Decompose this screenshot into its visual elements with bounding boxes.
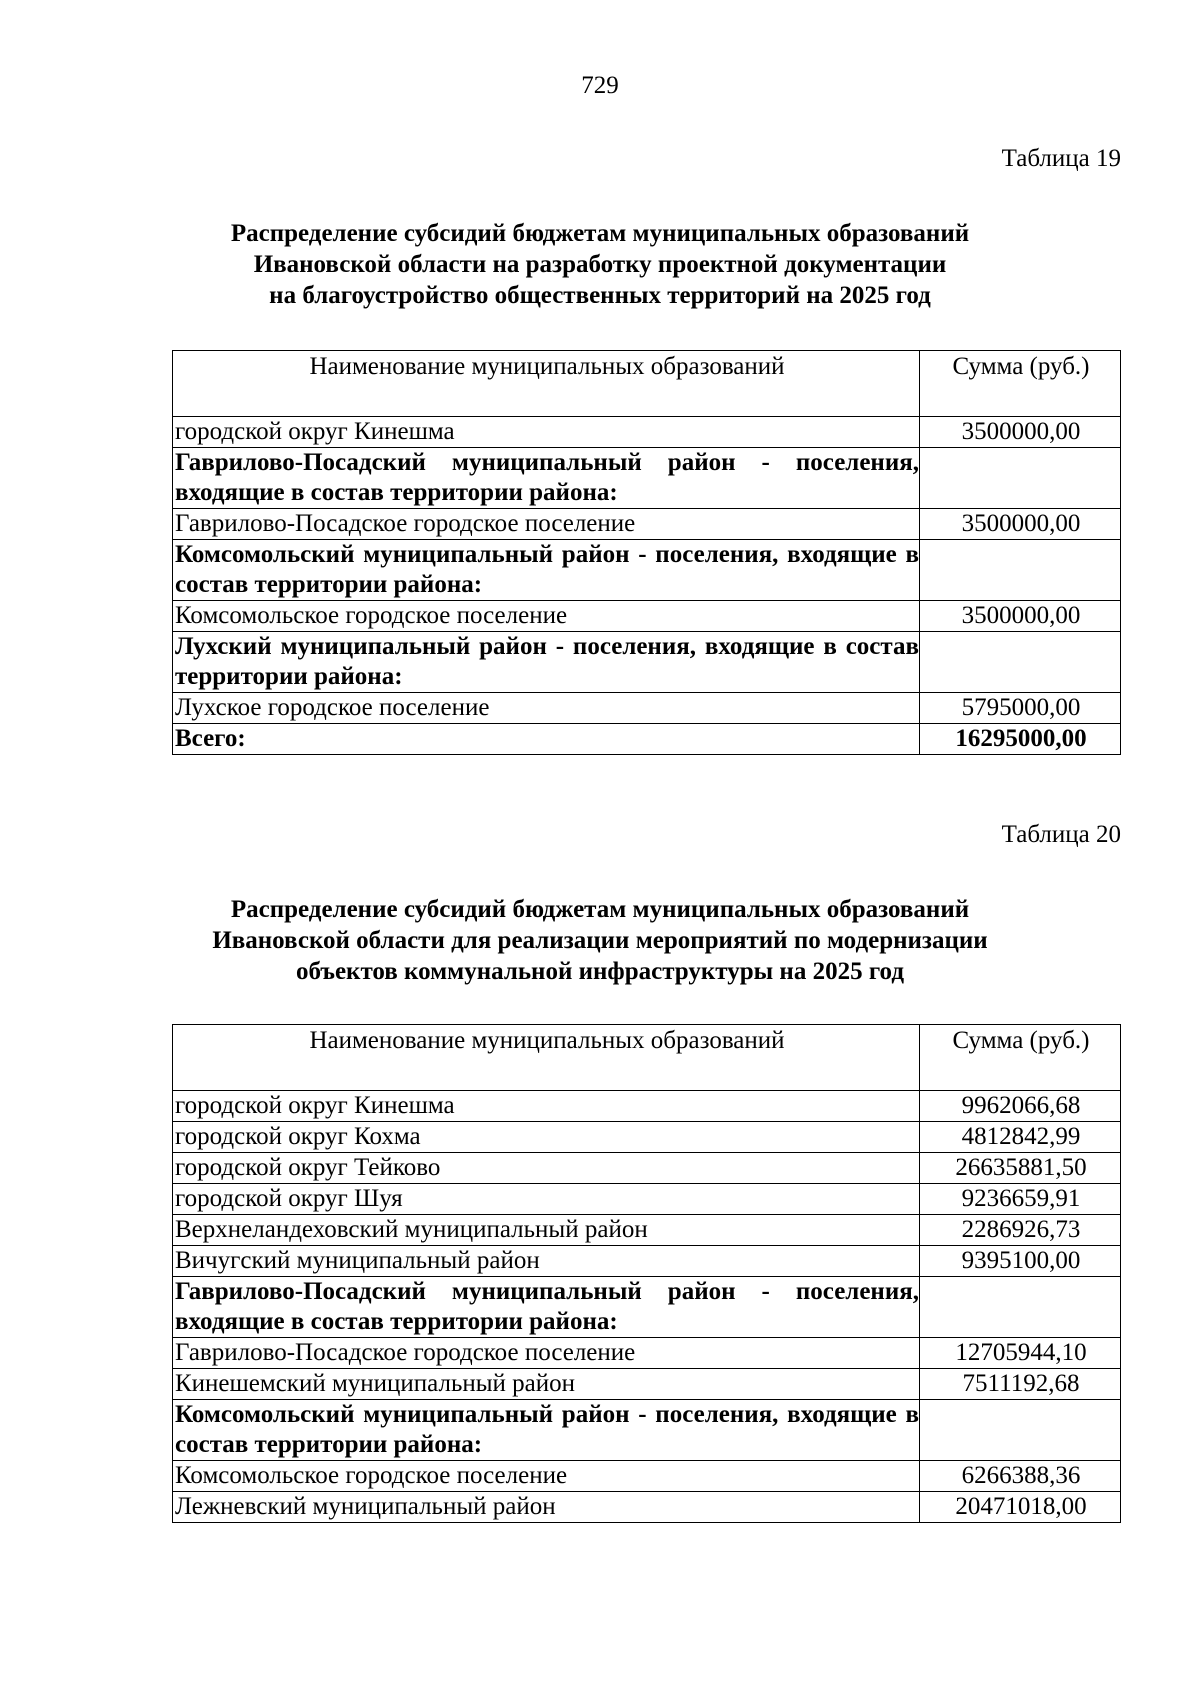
row-name: Гаврилово-Посадское городское поселение [173,509,920,540]
row-sum: 7511192,68 [920,1369,1121,1400]
table-group-row [173,1400,1121,1461]
row-name: Гаврилово-Посадское городское поселение [173,1338,920,1369]
row-sum: 3500000,00 [920,509,1121,540]
table-group-row [173,632,1121,693]
total-label: Всего: [173,724,920,755]
group-name: Гаврилово-Посадский муниципальный район - поселения, входящие в состав территории района: [173,448,920,509]
table-19-title [150,218,1050,311]
table-row [173,1461,1121,1492]
row-sum: 6266388,36 [920,1461,1121,1492]
row-sum: 12705944,10 [920,1338,1121,1369]
table-row [173,1246,1121,1277]
row-name: Верхнеландеховский муниципальный район [173,1215,920,1246]
row-sum [920,448,1121,509]
row-name: городской округ Кохма [173,1122,920,1153]
table-row [173,417,1121,448]
group-name: Лухский муниципальный район - поселения, входящие в состав территории района: [173,632,920,693]
row-sum: 9236659,91 [920,1184,1121,1215]
row-sum [920,632,1121,693]
table-20-title-line: Ивановской области для реализации мероприятий по модернизации [212,927,988,954]
column-header-name: Наименование муниципальных образований [173,1025,920,1091]
table-row [173,1492,1121,1523]
column-header-sum: Сумма (руб.) [920,1025,1121,1091]
row-sum: 3500000,00 [920,417,1121,448]
total-row [173,724,1121,755]
row-sum: 20471018,00 [920,1492,1121,1523]
row-name: городской округ Кинешма [173,1091,920,1122]
table-header-row [173,1025,1121,1091]
row-sum [920,540,1121,601]
group-name: Гаврилово-Посадский муниципальный район - поселения, входящие в состав территории района: [173,1277,920,1338]
table-row [173,601,1121,632]
column-header-name: Наименование муниципальных образований [173,351,920,417]
row-sum: 5795000,00 [920,693,1121,724]
row-sum: 9962066,68 [920,1091,1121,1122]
table-header-row [173,351,1121,417]
table-20 [172,1024,1121,1523]
row-name: Комсомольское городское поселение [173,1461,920,1492]
row-sum: 2286926,73 [920,1215,1121,1246]
column-header-sum: Сумма (руб.) [920,351,1121,417]
table-row [173,1338,1121,1369]
row-name: городской округ Тейково [173,1153,920,1184]
table-20-title [150,894,1050,987]
table-19-title-line: Распределение субсидий бюджетам муниципальных образований [230,220,970,247]
table-row [173,1184,1121,1215]
table-20-label: Таблица 20 [1001,821,1121,848]
table-row [173,1153,1121,1184]
row-name: Вичугский муниципальный район [173,1246,920,1277]
row-name: Лежневский муниципальный район [173,1492,920,1523]
table-row [173,509,1121,540]
table-20-title-line: Распределение субсидий бюджетам муниципальных образований [230,896,970,923]
page-number: 729 [581,72,619,99]
group-name: Комсомольский муниципальный район - поселения, входящие в состав территории района: [173,540,920,601]
row-sum: 26635881,50 [920,1153,1121,1184]
table-row [173,1369,1121,1400]
table-20-title-line: объектов коммунальной инфраструктуры на 2025 год [296,958,904,985]
table-19-title-line: на благоустройство общественных территорий на 2025 год [269,282,931,309]
total-sum: 16295000,00 [920,724,1121,755]
table-row [173,1091,1121,1122]
table-row [173,1215,1121,1246]
table-group-row [173,1277,1121,1338]
table-group-row [173,448,1121,509]
row-name: Кинешемский муниципальный район [173,1369,920,1400]
table-group-row [173,540,1121,601]
table-row [173,693,1121,724]
row-name: Комсомольское городское поселение [173,601,920,632]
table-19-title-line: Ивановской области на разработку проектной документации [253,251,947,278]
row-sum: 4812842,99 [920,1122,1121,1153]
table-row [173,1122,1121,1153]
row-name: городской округ Шуя [173,1184,920,1215]
group-name: Комсомольский муниципальный район - поселения, входящие в состав территории района: [173,1400,920,1461]
table-19-label: Таблица 19 [1001,145,1121,172]
row-sum: 3500000,00 [920,601,1121,632]
row-sum [920,1277,1121,1338]
row-name: городской округ Кинешма [173,417,920,448]
table-19 [172,350,1121,755]
row-sum: 9395100,00 [920,1246,1121,1277]
row-name: Лухское городское поселение [173,693,920,724]
row-sum [920,1400,1121,1461]
